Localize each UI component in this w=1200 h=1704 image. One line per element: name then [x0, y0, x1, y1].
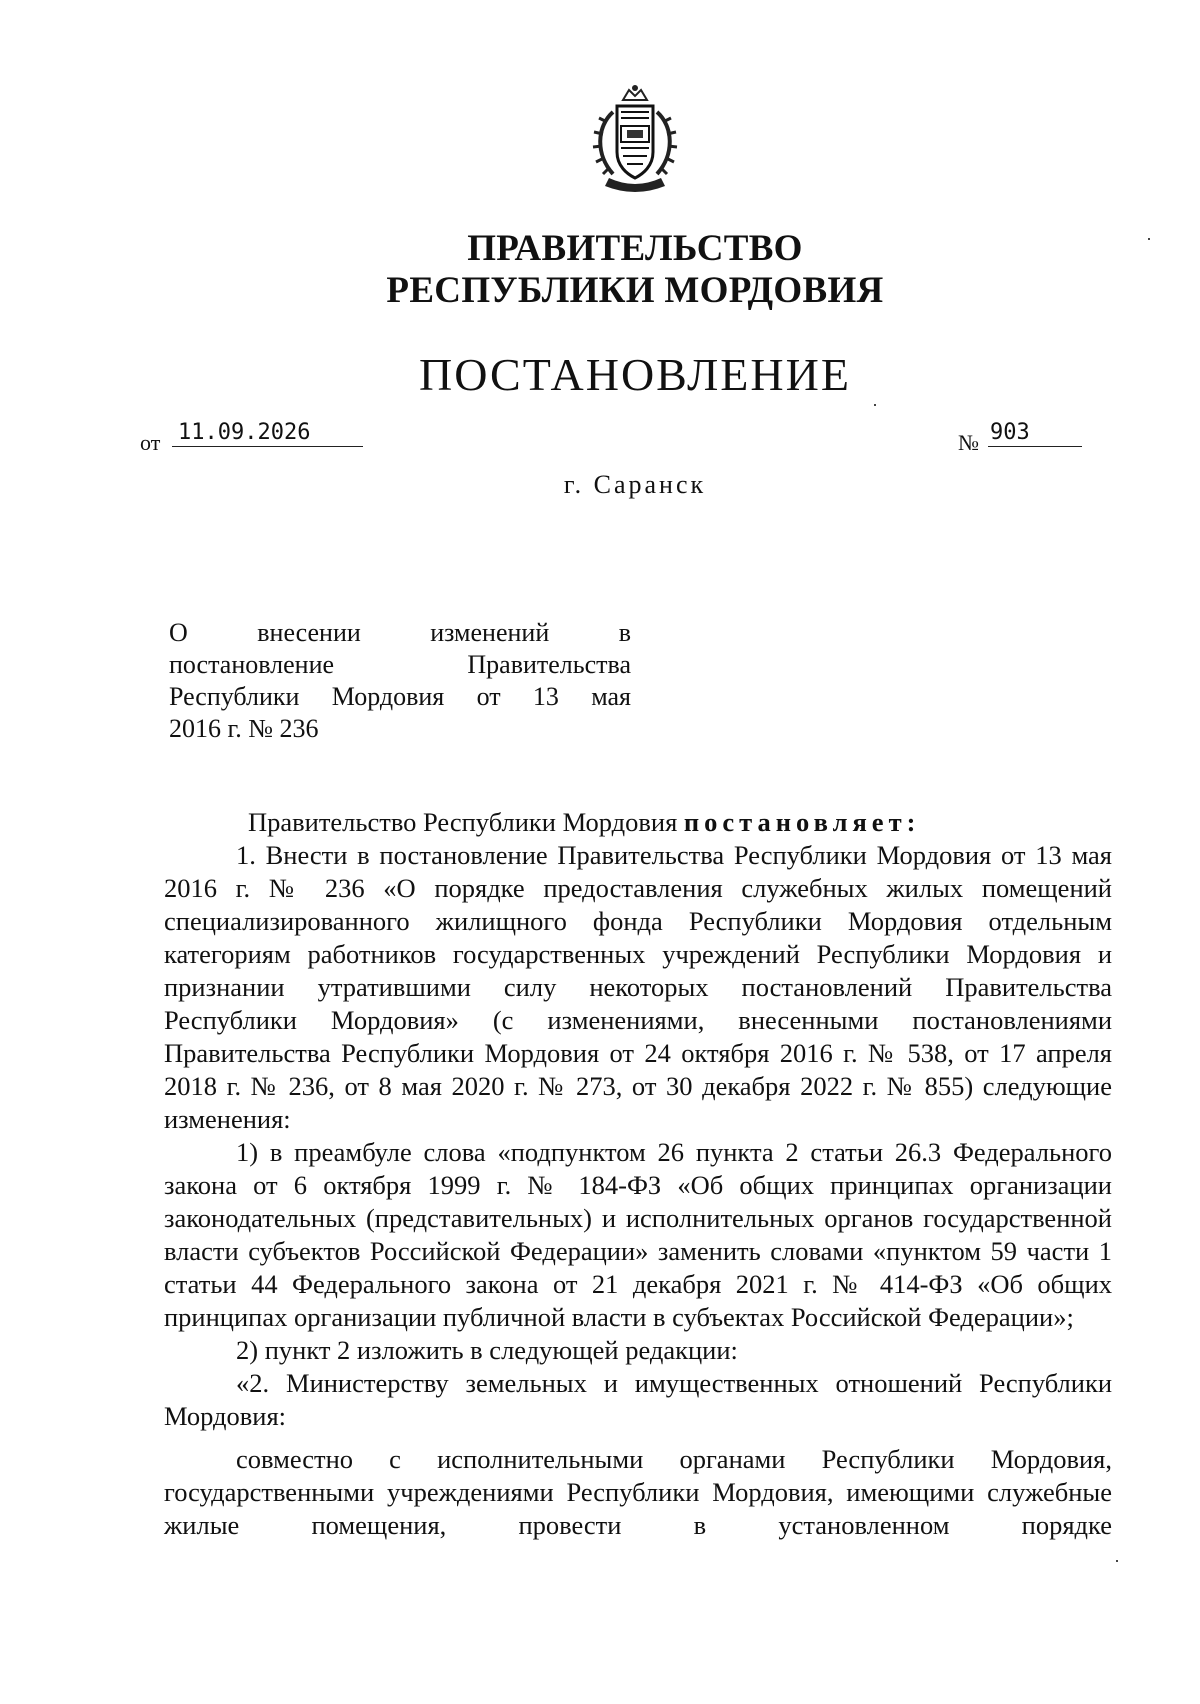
number-prefix: № — [958, 430, 979, 455]
document-subject — [169, 617, 631, 745]
coat-of-arms-icon — [583, 82, 687, 194]
subitem-1: 1) в преамбуле слова «подпунктом 26 пункта 2 статьи 26.3 Федерального закона от 6 октября 1999 г. № 184-ФЗ «Об общих принципах организации законодательных (представительных) и исполнительных органов государственной власти субъектов Российской Федерации» заменить словами «пунктом 59 части 1 статьи 44 Федерального закона от 21 декабря 2021 г. № 414-ФЗ «Об общих принципах организации публичной власти в субъектах Российской Федерации»; — [164, 1137, 1112, 1332]
item-1: 1. Внести в постановление Правительства Республики Мордовия от 13 мая 2016 г. № 236 «О порядке предоставления служебных жилых помещений специализированного жилищного фонда Республики Мордовия отдельным категориям работников государственных учреждений Республики Мордовия и признании утратившими силу некоторых постановлений Правительства Республики Мордовия» (с изменениями, внесенными постановлениями Правительства Республики Мордовия от 24 октября 2016 г. № 538, от 17 апреля 2018 г. № 236, от 8 мая 2020 г. № 273, от 30 декабря 2022 г. № 855) следующие изменения: — [164, 840, 1112, 1134]
government-name-line1: ПРАВИТЕЛЬСТВО — [467, 228, 803, 269]
paragraph-last: совместно с исполнительными органами Республики Мордовия, государственными учреждениями Республики Мордовия, имеющими служебные жилые помещения, провести в установленном порядке — [164, 1444, 1112, 1540]
scan-speck — [1148, 238, 1150, 240]
city: г. Саранск — [563, 470, 707, 499]
subject-line: Республики Мордовия от 13 мая — [169, 682, 631, 711]
subitem-2: 2) пункт 2 изложить в следующей редакции: — [236, 1335, 738, 1365]
document-body — [164, 806, 1112, 1542]
decree-word: постановляет: — [683, 807, 921, 837]
scan-speck — [1116, 1560, 1118, 1562]
scan-speck — [874, 404, 876, 406]
quoted-item-2: «2. Министерству земельных и имущественных отношений Республики Мордовия: — [164, 1368, 1112, 1431]
date-prefix: от — [140, 430, 161, 455]
government-name-line2: РЕСПУБЛИКИ МОРДОВИЯ — [386, 270, 884, 311]
subject-line: О внесении изменений в — [169, 618, 631, 647]
number-value: 903 — [988, 420, 1082, 447]
subject-line: постановление Правительства — [169, 650, 631, 679]
preamble-text: Правительство Республики Мордовия — [248, 807, 678, 837]
document-type-title: ПОСТАНОВЛЕНИЕ — [419, 349, 851, 400]
subject-line: 2016 г. № 236 — [169, 714, 319, 743]
preamble — [164, 806, 1112, 839]
date-value: 11.09.2026 — [172, 420, 363, 447]
